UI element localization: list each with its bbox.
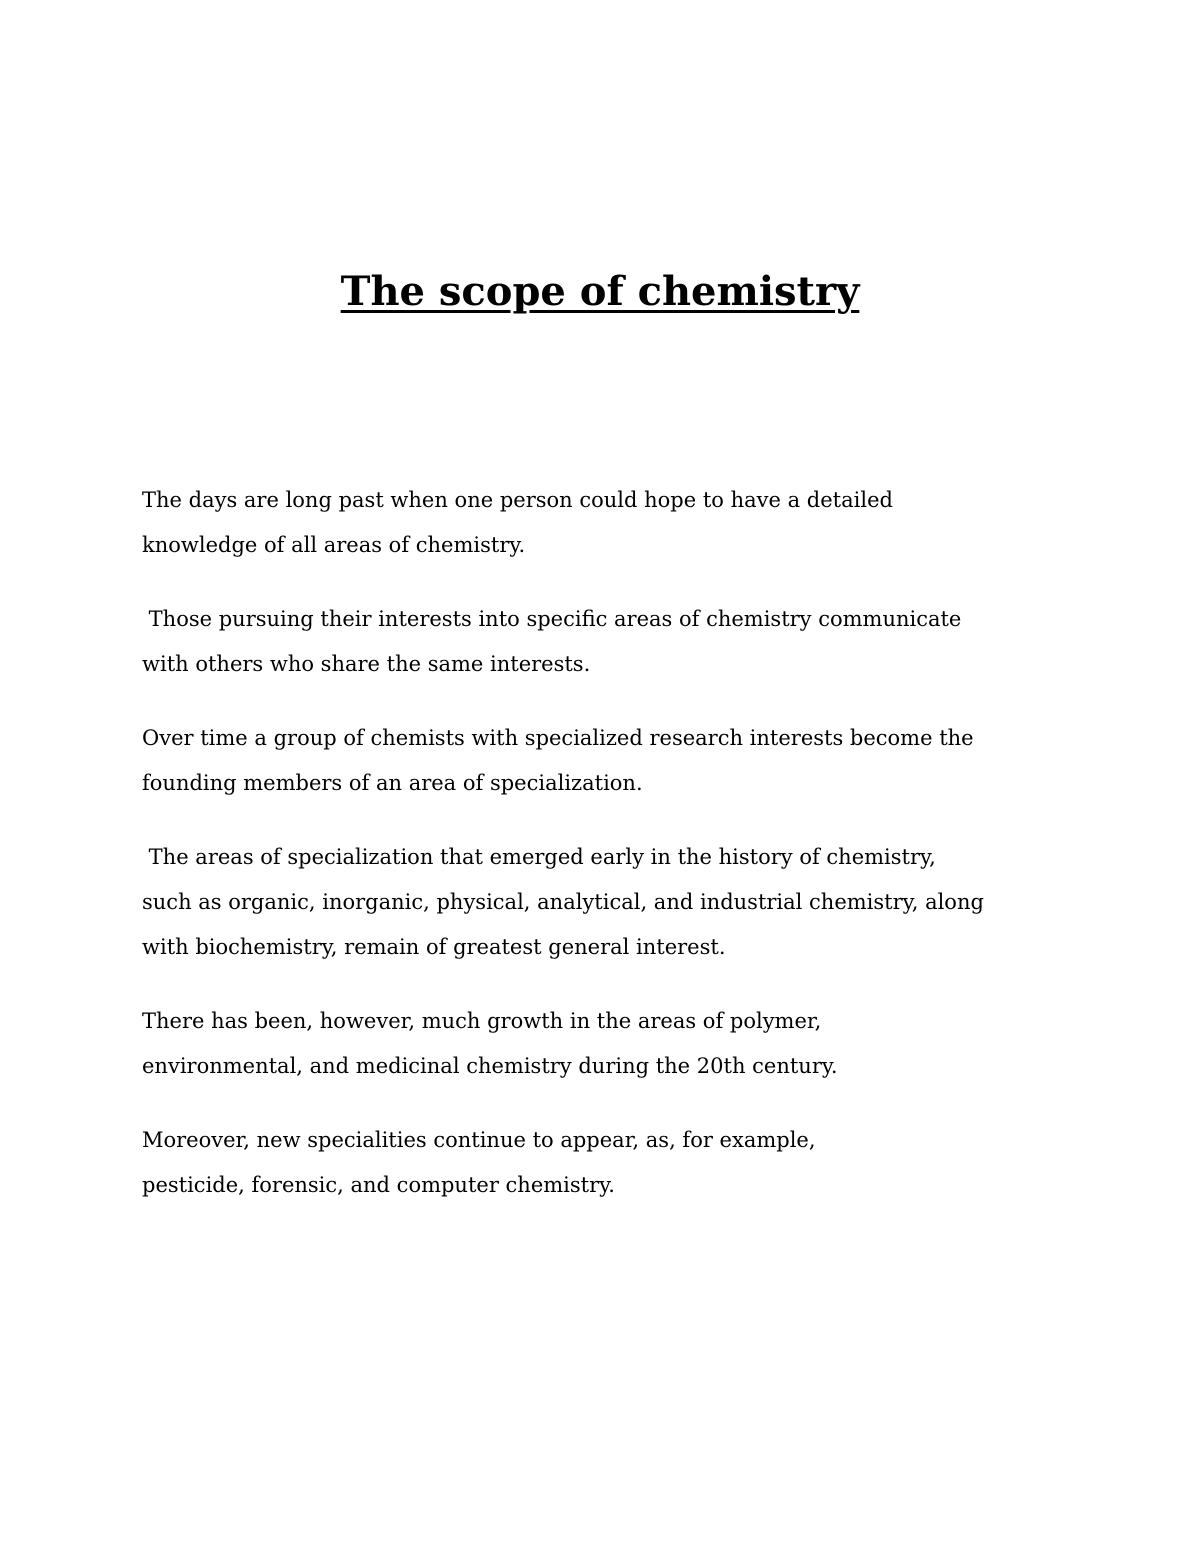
paragraph-1: [142, 478, 1072, 568]
paragraph-3: [142, 716, 1072, 806]
paragraph-2: [142, 597, 1072, 687]
paragraph-line: founding members of an area of specialization.: [142, 771, 643, 795]
paragraph-line: The days are long past when one person could hope to have a detailed: [142, 488, 893, 512]
paragraph-line: Those pursuing their interests into specific areas of chemistry communicate: [142, 607, 962, 631]
paragraph-6: [142, 1118, 1072, 1208]
paragraph-line: knowledge of all areas of chemistry.: [142, 533, 526, 557]
paragraph-line: such as organic, inorganic, physical, analytical, and industrial chemistry, along: [142, 890, 984, 914]
paragraph-line: pesticide, forensic, and computer chemistry.: [142, 1173, 615, 1197]
paragraph-line: The areas of specialization that emerged early in the history of chemistry,: [142, 845, 936, 869]
paragraph-line: with biochemistry, remain of greatest general interest.: [142, 935, 726, 959]
paragraph-line: There has been, however, much growth in the areas of polymer,: [142, 1009, 822, 1033]
paragraph-line: Over time a group of chemists with specialized research interests become the: [142, 726, 974, 750]
paragraph-5: [142, 999, 1072, 1089]
document-body: [142, 478, 1072, 1237]
document-title: The scope of chemistry: [340, 268, 860, 315]
paragraph-line: environmental, and medicinal chemistry during the 20th century.: [142, 1054, 838, 1078]
paragraph-4: [142, 835, 1072, 970]
paragraph-line: with others who share the same interests.: [142, 652, 591, 676]
paragraph-line: Moreover, new specialities continue to appear, as, for example,: [142, 1128, 816, 1152]
